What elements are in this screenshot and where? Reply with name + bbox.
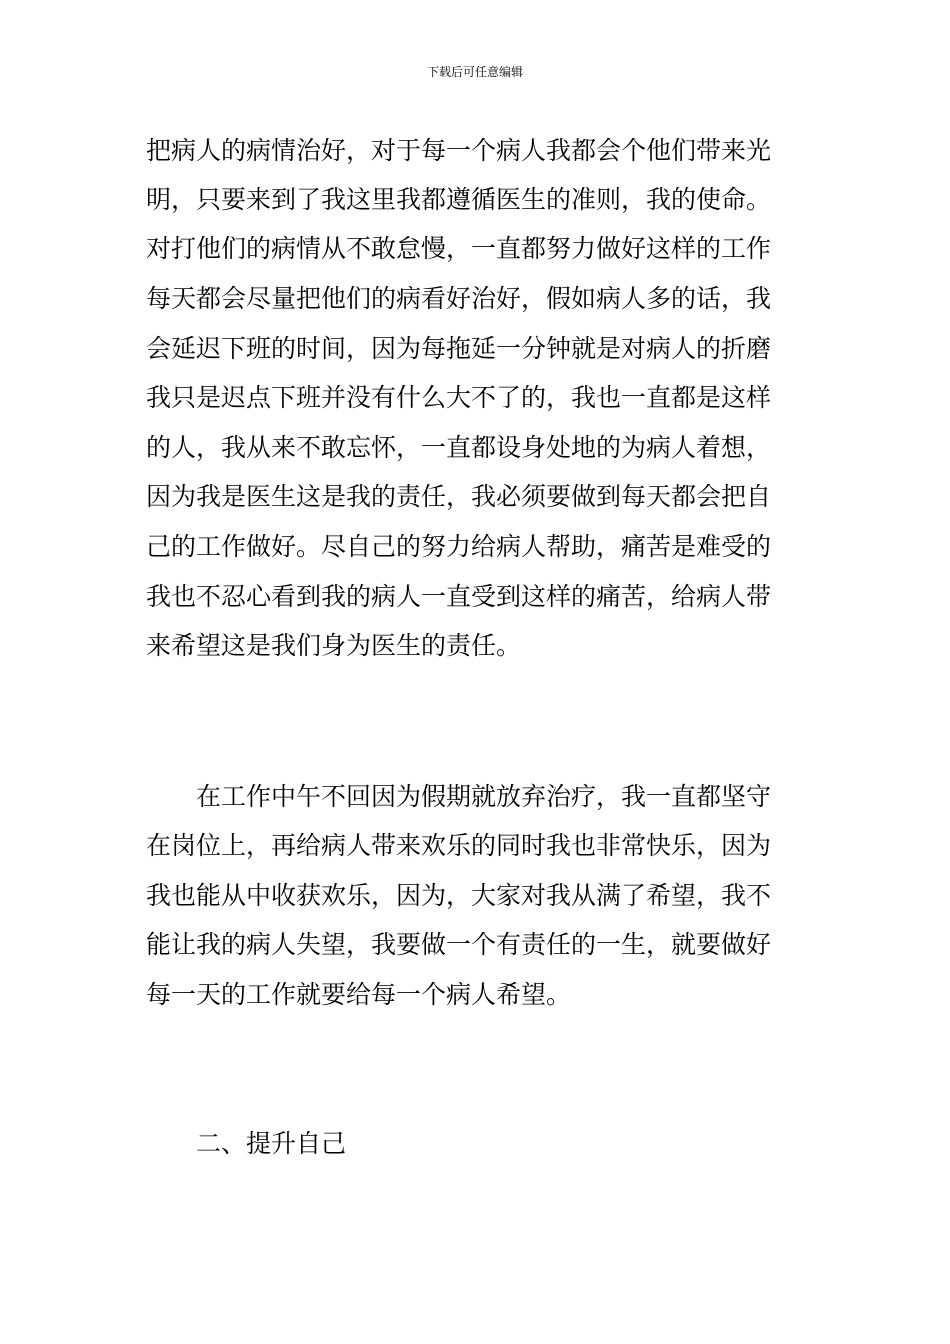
text-line: 把病人的病情治好，对于每一个病人我都会个他们带来光 xyxy=(146,136,772,165)
text-line: 己的工作做好。尽自己的努力给病人帮助，痛苦是难受的 xyxy=(146,532,772,561)
text-line: 对打他们的病情从不敢怠慢，一直都努力做好这样的工作 xyxy=(146,234,772,263)
text-line: 每天都会尽量把他们的病看好治好，假如病人多的话，我 xyxy=(146,284,772,313)
text-line: 的人，我从来不敢忘怀，一直都设身处地的为病人着想， xyxy=(146,433,772,462)
text-line: 会延迟下班的时间，因为每拖延一分钟就是对病人的折磨 xyxy=(146,334,772,363)
page-header-note: 下载后可任意编辑 xyxy=(426,65,523,79)
text-line: 我也不忍心看到我的病人一直受到这样的痛苦，给病人带 xyxy=(146,582,772,611)
text-line: 来希望这是我们身为医生的责任。 xyxy=(146,631,522,660)
text-line: 在岗位上，再给病人带来欢乐的同时我也非常快乐，因为 xyxy=(146,831,772,860)
text-line: 能让我的病人失望，我要做一个有责任的一生，就要做好 xyxy=(146,930,772,959)
text-line: 我也能从中收获欢乐，因为，大家对我从满了希望，我不 xyxy=(146,881,772,910)
section-heading: 二、提升自己 xyxy=(196,1129,347,1158)
text-line: 每一天的工作就要给每一个病人希望。 xyxy=(146,980,572,1009)
text-line: 我只是迟点下班并没有什么大不了的，我也一直都是这样 xyxy=(146,383,772,412)
text-line: 在工作中午不回因为假期就放弃治疗，我一直都坚守 xyxy=(196,782,772,811)
text-line: 因为我是医生这是我的责任，我必须要做到每天都会把自 xyxy=(146,482,772,511)
text-line: 明，只要来到了我这里我都遵循医生的准则，我的使命。 xyxy=(146,185,772,214)
